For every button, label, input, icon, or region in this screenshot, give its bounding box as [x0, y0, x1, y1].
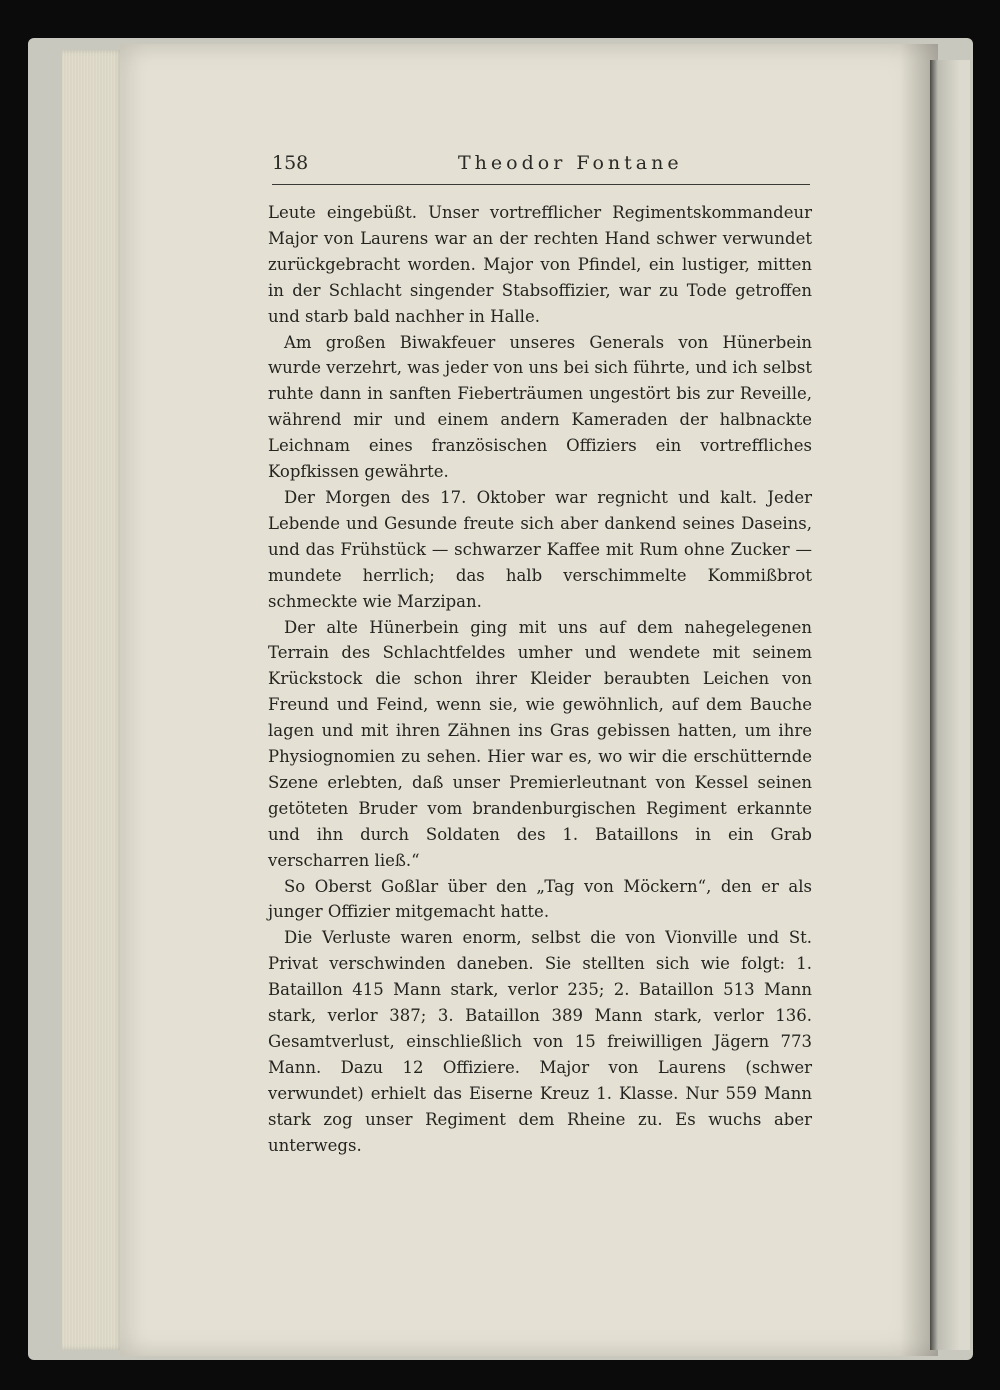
header-rule: [272, 184, 810, 185]
body-text: [268, 200, 812, 1159]
paragraph: Die Verluste waren enorm, selbst die von Vionville und St. Privat verschwinden daneben. Sie stellten sich wie folgt: 1. Bataillon 415 Mann stark, verlor 235; 2. Bataillon 513 Mann stark, verlor 387; 3. Bataillon 389 Mann stark, verlor 136. Gesamtverlust, einschließlich von 15 freiwilligen Jägern 773 Mann. Dazu 12 Offiziere. Major von Laurens (schwer verwundet) erhielt das Eiserne Kreuz 1. Klasse. Nur 559 Mann stark zog unser Regiment dem Rheine zu. Es wuchs aber unterwegs.: [268, 928, 812, 1155]
paragraph: Der Morgen des 17. Oktober war regnicht und kalt. Jeder Lebende und Gesunde freute sich aber dankend seines Daseins, und das Frühstück — schwarzer Kaffee mit Rum ohne Zucker — mundete herrlich; das halb verschimmelte Kommißbrot schmeckte wie Marzipan.: [268, 487, 812, 611]
running-head: Theodor Fontane: [458, 152, 683, 174]
paragraph: Der alte Hünerbein ging mit uns auf dem nahegelegenen Terrain des Schlachtfeldes umher und wendete mit seinem Krückstock die schon ihrer Kleider beraubten Leichen von Freund und Feind, wenn sie, wie gewöhnlich, auf dem Bauche lagen und mit ihren Zähnen ins Gras gebissen hatten, um ihre Physiognomien zu sehen. Hier war es, wo wir die erschütternde Szene erlebten, daß unser Premierleutnant von Kessel seinen getöteten Bruder vom brandenburgischen Regiment erkannte und ihn durch Soldaten des 1. Bataillons in ein Grab verscharren ließ.“: [268, 617, 812, 870]
paragraph: Leute eingebüßt. Unser vortrefflicher Regimentskommandeur Major von Laurens war an der rechten Hand schwer verwundet zurückgebracht worden. Major von Pfindel, ein lustiger, mitten in der Schlacht singender Stabsoffizier, war zu Tode getroffen und starb bald nachher in Halle.: [268, 203, 812, 326]
paragraph: Am großen Biwakfeuer unseres Generals von Hünerbein wurde verzehrt, was jeder von uns bei sich führte, und ich selbst ruhte dann in sanften Fieberträumen ungestört bis zur Reveille, während mir und einem andern Kameraden der halbnackte Leichnam eines französischen Offiziers ein vortreffliches Kopfkissen gewährte.: [268, 332, 812, 482]
facing-page-edge: [930, 60, 970, 1350]
page-edges: [62, 50, 124, 1350]
page-number: 158: [272, 152, 309, 174]
page-header: [272, 152, 812, 182]
paragraph: So Oberst Goßlar über den „Tag von Möckern“, den er als junger Offizier mitgemacht hatte.: [268, 876, 812, 922]
